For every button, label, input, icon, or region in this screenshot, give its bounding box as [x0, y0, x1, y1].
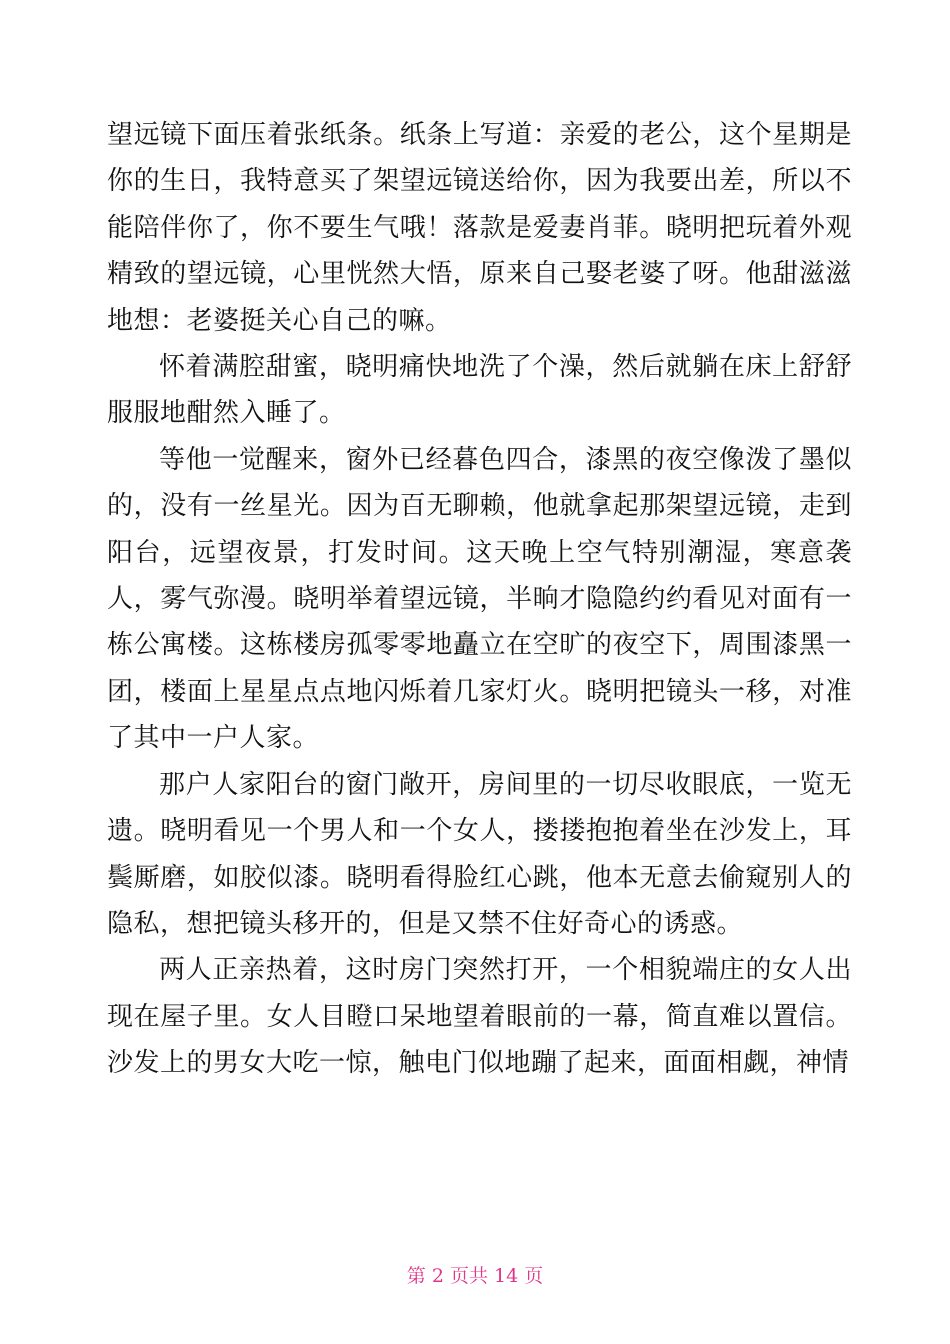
page-number-footer: 第 2 页共 14 页: [406, 1265, 544, 1287]
paragraph-1: 望远镜下面压着张纸条。纸条上写道：亲爱的老公，这个星期是你的生日，我特意买了架望远镜送给你，因为我要出差，所以不能陪伴你了，你不要生气哦！落款是爱妻肖菲。晓明把玩着外观精致的望远镜，心里恍然大悟，原来自己娶老婆了呀。他甜滋滋地想：老婆挺关心自己的嘛。: [107, 120, 852, 336]
paragraph-4: 那户人家阳台的窗门敞开，房间里的一切尽收眼底，一览无遗。晓明看见一个男人和一个女人，搂搂抱抱着坐在沙发上，耳鬓厮磨，如胶似漆。晓明看得脸红心跳，他本无意去偷窥别人的隐私，想把镜头移开的，但是又禁不住好奇心的诱惑。: [107, 769, 852, 939]
document-body: [107, 112, 852, 1087]
paragraph-3: 等他一觉醒来，窗外已经暮色四合，漆黑的夜空像泼了墨似的，没有一丝星光。因为百无聊赖，他就拿起那架望远镜，走到阳台，远望夜景，打发时间。这天晚上空气特别潮湿，寒意袭人，雾气弥漫。晓明举着望远镜，半晌才隐隐约约看见对面有一栋公寓楼。这栋楼房孤零零地矗立在空旷的夜空下，周围漆黑一团，楼面上星星点点地闪烁着几家灯火。晓明把镜头一移，对准了其中一户人家。: [107, 444, 852, 754]
paragraph-2: 怀着满腔甜蜜，晓明痛快地洗了个澡，然后就躺在床上舒舒服服地酣然入睡了。: [107, 352, 852, 429]
paragraph-5: 两人正亲热着，这时房门突然打开，一个相貌端庄的女人出现在屋子里。女人目瞪口呆地望着眼前的一幕，简直难以置信。沙发上的男女大吃一惊，触电门似地蹦了起来，面面相觑，神情: [107, 955, 852, 1079]
